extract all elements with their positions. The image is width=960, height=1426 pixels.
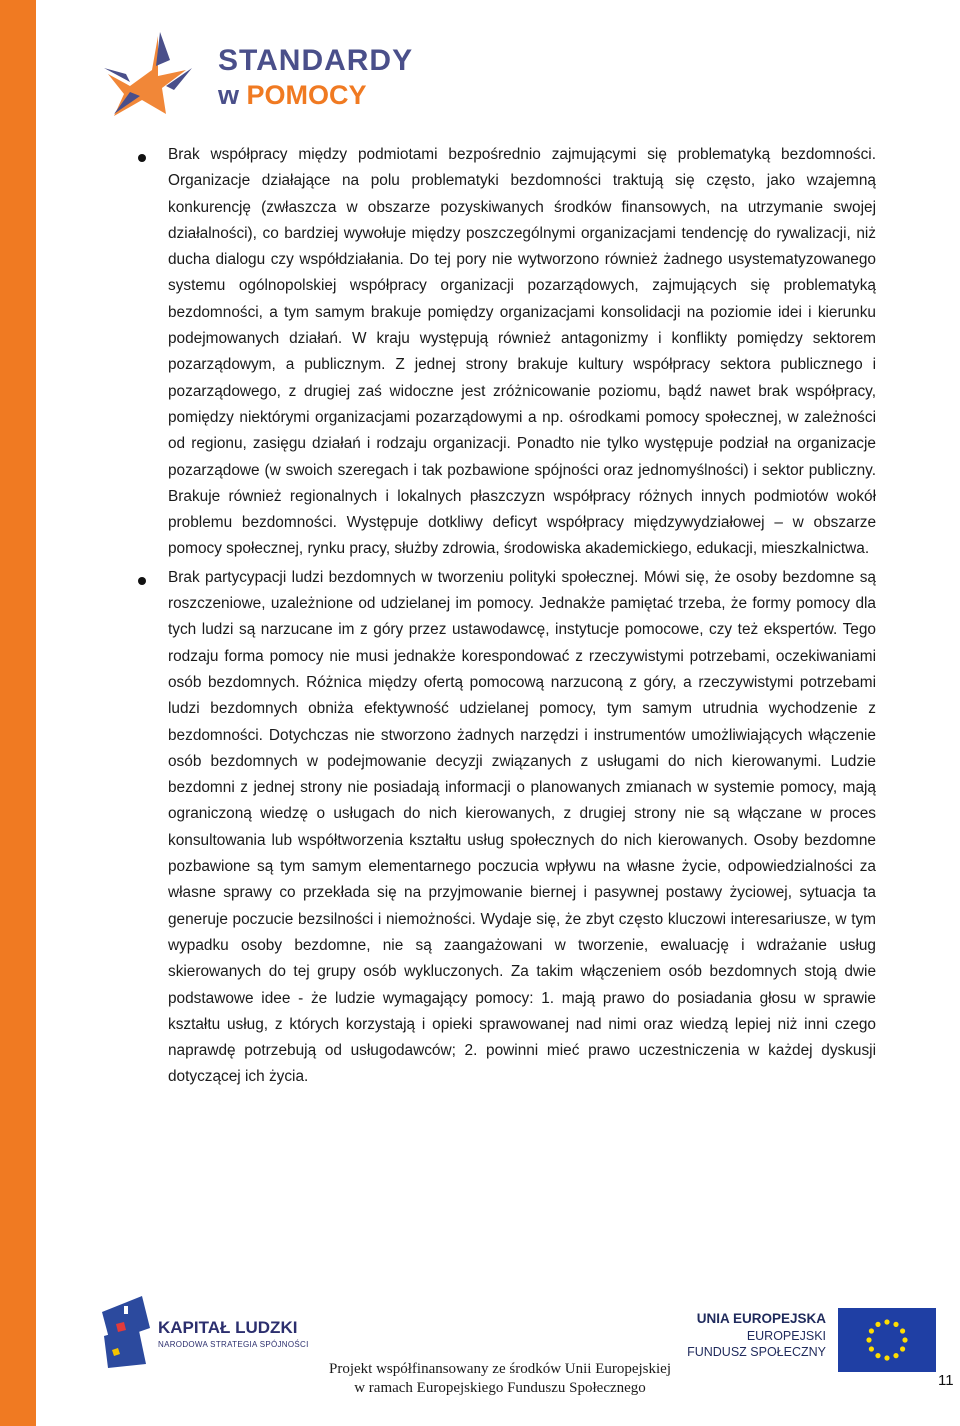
bullet-paragraph: Brak partycypacji ludzi bezdomnych w tworzeniu polityki społecznej. Mówi się, że osoby bezdomne są roszczeniowe, uzależnione od udzielanej im pomocy. Jednakże pamiętać trzeba, że formy pomocy dla tych ludzi są narzucane im z góry przez ustawodawcę, instytucje pomocowe, czy też ekspertów. Tego rodzaju forma pomocy nie musi jednakże korespondować z rzeczywistymi potrzebami, oczekiwaniami osób bezdomnych. Różnica między ofertą pomocową narzuconą z góry, a rzeczywistymi potrzebami ludzi bezdomnych obniża efektywność udzielanej pomocy, tym samym utrudnia wychodzenie z bezdomności. Dotychczas nie stworzono żadnych narzędzi i instrumentów umożliwiających włączenie osób bezdomnych w podejmowanie decyzji związanych z usługami do nich kierowanymi. Ludzie bezdomni z jednej strony nie posiadają informacji o planowanych zmianach w systemie pomocy, mają ograniczoną wiedzę o usługach do nich kierowanych, z drugiej strony nie są włączane w proces konsultowania lub współtworzenia kształtu usług społecznych do nich kierowanych. Osoby bezdomne pozbawione są tym samym elementarnego poczucia wpływu na własne życie, odpowiedzialności za własne sprawy co przekłada się na przyjmowanie biernej i pasywnej postawy życiowej, sytuacja ta generuje poczucie bezsilności i niemożności. Wydaje się, że zbyt często kluczowi interesariusze, w tym wypadku osoby bezdomne, nie są zaangażowani w tworzenie, ewaluację i wdrażanie usług skierowanych do tej grupy osób wykluczonych. Za takim włączeniem osób bezdomnych stoją dwie podstawowe idee - że ludzie wymagający pomocy: 1. mają prawo do posiadania głosu w sprawie kształtu usług, z których korzystają i opieki sprawowanej nad nimi oraz wiedzą lepiej niż inni czego naprawdę potrzebują od usługodawców; 2. powinni mieć prawo uczestniczenia w każdej dyskusji dotyczącej ich życia. [168,568,876,1086]
logo-line-2 [218,80,367,110]
eu-logo [672,1308,936,1388]
kapital-ludzki-emblem-icon [98,1292,154,1372]
bullet-item [168,565,876,1091]
cofinancing-line-2: w ramach Europejskiego Funduszu Społecznego [354,1380,646,1396]
logo-line-1: STANDARDY [218,44,414,77]
logo-line-2-prefix: w [218,80,247,110]
bullet-icon [138,154,146,162]
kl-title: KAPITAŁ LUDZKI [158,1318,298,1337]
standardy-w-pomocy-logo [100,30,414,120]
cofinancing-note [290,1360,710,1398]
eu-text [687,1310,826,1360]
star-logo-icon [100,30,212,120]
eu-line-2: EUROPEJSKI [746,1329,826,1343]
logo-line-2-accent: POMOCY [246,80,367,110]
bullet-paragraph: Brak współpracy między podmiotami bezpośrednio zajmującymi się problematyką bezdomności. Organizacje działające na polu problematyki bezdomności traktują się często, jako wzajemną konkurencję (zwłaszcza w obszarze pozyskiwanych środków finansowych, na utrzymanie swojej działalności), co bardziej wywołuje między poszczególnymi organizacjami tendencję do rywalizacji, niż ducha dialogu czy współdziałania. Do tej pory nie wytworzono również żadnego usystematyzowanego systemu ogólnopolskiej współpracy organizacji pozarządowych, zajmujących się problematyką bezdomności, a tym samym brakuje pomiędzy organizacjami konsolidacji na poziomie idei i kierunku podejmowanych działań. W kraju występują również antagonizmy i konflikty pomiędzy sektorem pozarządowym, a publicznym. Z jednej strony brakuje kultury współpracy sektora publicznego i pozarządowego, z drugiej zaś widoczne jest zróżnicowanie poziomu, bądź nawet brak współpracy, pomiędzy niektórymi organizacjami pozarządowymi a np. ośrodkami pomocy społecznej, w zależności od regionu, zasięgu działań i rodzaju organizacji. Ponadto nie tylko występuje podział na organizacje pozarządowe (w swoich szeregach i tak pozbawione spójności oraz jednomyślności) i sektor publiczny. Brakuje również regionalnych i lokalnych płaszczyzn współpracy różnych innych podmiotów wokół problemu bezdomności. Występuje dotkliwy deficyt współpracy międzywydziałowej – w obszarze pomocy społecznej, rynku pracy, służby zdrowia, środowiska akademickiego, edukacji, mieszkalnictwa. [168,146,876,558]
eu-flag-icon [838,1308,936,1372]
side-stripe [0,0,36,1426]
eu-line-1: UNIA EUROPEJSKA [696,1311,826,1326]
cofinancing-line-1: Projekt współfinansowany ze środków Unii Europejskiej [328,1361,672,1377]
bullet-item [168,142,876,563]
eu-stars-icon [838,1308,936,1372]
kl-subtitle: NARODOWA STRATEGIA SPÓJNOŚCI [158,1340,309,1349]
page-number: 11 [938,1372,954,1389]
document-body [168,142,876,1091]
eu-line-3: FUNDUSZ SPOŁECZNY [687,1345,826,1359]
bullet-icon [138,577,146,585]
